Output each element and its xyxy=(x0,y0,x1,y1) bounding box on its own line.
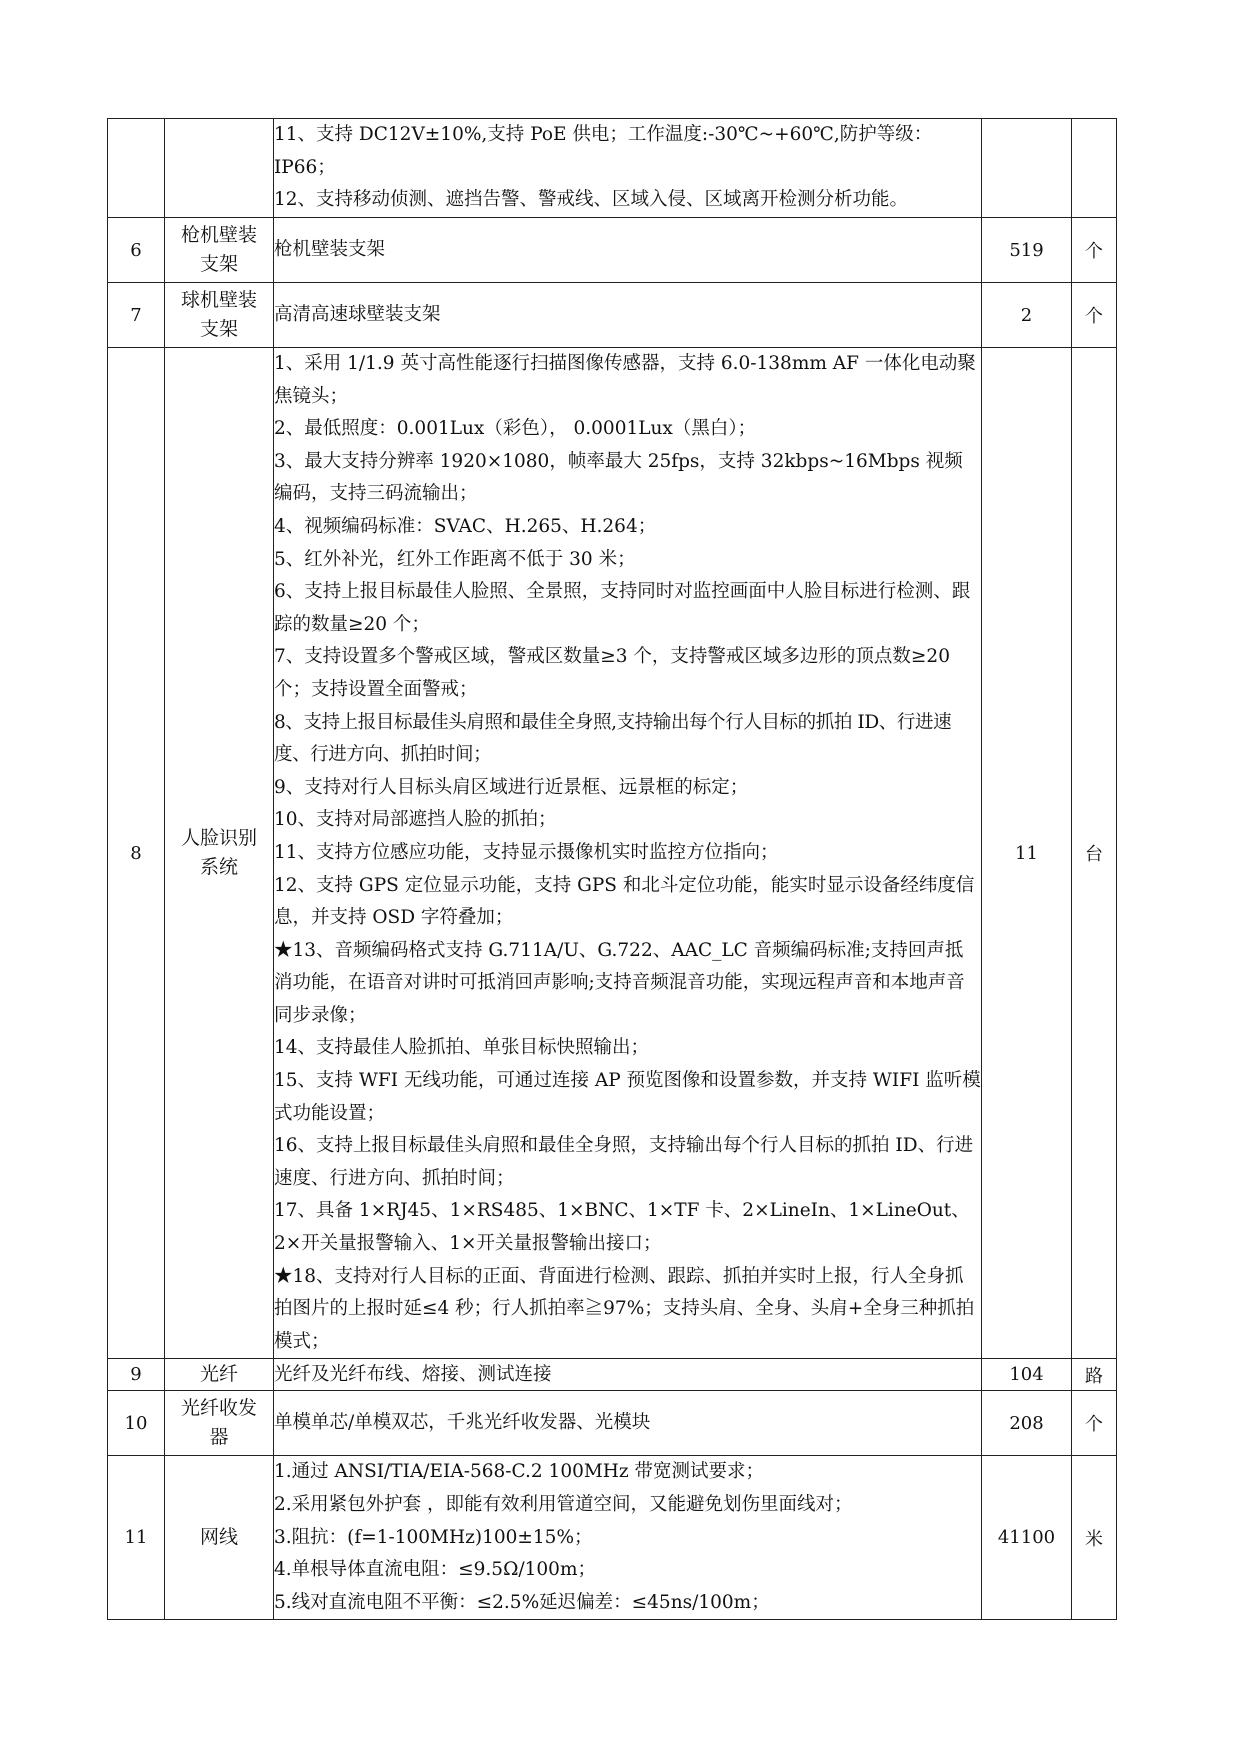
table-row xyxy=(108,283,1117,348)
description-line: 1、采用 1/1.9 英寸高性能逐行扫描图像传感器，支持 6.0-138mm AF 一体化电动聚焦镜头； xyxy=(274,353,976,407)
item-name xyxy=(165,1456,274,1620)
item-name-line: 光纤 xyxy=(199,1363,238,1386)
item-unit xyxy=(1072,119,1117,218)
table-row xyxy=(108,1391,1117,1456)
item-quantity: 41100 xyxy=(982,1456,1072,1620)
description-line: 9、支持对行人目标头肩区域进行近景框、远景框的标定； xyxy=(274,776,749,798)
description-line: 11、支持 DC12V±10%,支持 PoE 供电；工作温度:-30℃~+60℃,防护等级：IP66； xyxy=(274,124,933,178)
item-description xyxy=(274,348,982,1359)
item-quantity xyxy=(982,119,1072,218)
item-name xyxy=(165,348,274,1359)
description-line: 5、红外补光，红外工作距离不低于 30 米； xyxy=(274,548,636,570)
description-line: 7、支持设置多个警戒区域，警戒区数量≥3 个，支持警戒区域多边形的顶点数≥20 个；支持设置全面警戒； xyxy=(274,646,950,700)
description-line: 8、支持上报目标最佳头肩照和最佳全身照,支持输出每个行人目标的抓拍 ID、行进速度、行进方向、抓拍时间； xyxy=(274,711,952,766)
item-name-line: 器 xyxy=(209,1426,229,1449)
item-quantity: 104 xyxy=(982,1359,1072,1391)
table-row xyxy=(108,348,1117,1359)
item-unit: 台 xyxy=(1072,348,1117,1359)
table-row xyxy=(108,218,1117,283)
description-line: 5.线对直流电阻不平衡：≤2.5%延迟偏差：≤45ns/100m； xyxy=(274,1591,770,1613)
item-name xyxy=(165,218,274,283)
item-quantity: 519 xyxy=(982,218,1072,283)
description-line: 14、支持最佳人脸抓拍、单张目标快照输出； xyxy=(274,1037,650,1059)
item-name xyxy=(165,1359,274,1391)
description-line: 光纤及光纤布线、熔接、测试连接 xyxy=(274,1363,552,1385)
item-name xyxy=(165,119,274,218)
row-number: 7 xyxy=(108,283,165,348)
row-number: 8 xyxy=(108,348,165,1359)
description-line: 3、最大支持分辨率 1920×1080，帧率最大 25fps，支持 32kbps~16Mbps 视频编码，支持三码流输出； xyxy=(274,450,963,505)
item-name-line: 光纤收发 xyxy=(180,1397,257,1420)
table-row xyxy=(108,119,1117,218)
item-description xyxy=(274,1391,982,1456)
table-row xyxy=(108,1359,1117,1391)
row-number: 10 xyxy=(108,1391,165,1456)
table-row xyxy=(108,1456,1117,1620)
item-name-line: 支架 xyxy=(199,318,238,340)
item-quantity: 11 xyxy=(982,348,1072,1359)
item-name-line: 支架 xyxy=(199,253,238,275)
item-name-line: 系统 xyxy=(199,856,238,879)
item-unit: 个 xyxy=(1072,218,1117,283)
description-line: 2、最低照度：0.001Lux（彩色）， 0.0001Lux（黑白）； xyxy=(274,418,757,440)
description-line: 12、支持移动侦测、遮挡告警、警戒线、区域入侵、区域离开检测分析功能。 xyxy=(274,189,909,211)
description-line: 单模单芯/单模双芯，千兆光纤收发器、光模块 xyxy=(274,1412,651,1434)
description-line: 16、支持上报目标最佳头肩照和最佳全身照，支持输出每个行人目标的抓拍 ID、行进速度、行进方向、抓拍时间； xyxy=(274,1135,974,1189)
item-unit: 个 xyxy=(1072,283,1117,348)
item-unit: 个 xyxy=(1072,1391,1117,1456)
item-description xyxy=(274,218,982,283)
row-number: 9 xyxy=(108,1359,165,1391)
item-name-line: 人脸识别 xyxy=(180,827,257,850)
description-line: 4、视频编码标准：SVAC、H.265、H.264； xyxy=(274,515,657,537)
spec-table xyxy=(107,118,1117,1620)
description-line: 2.采用紧包外护套 ，即能有效利用管道空间，又能避免划伤里面线对； xyxy=(274,1494,853,1515)
description-line: 4.单根导体直流电阻：≤9.5Ω/100m； xyxy=(274,1559,596,1581)
spec-table-body xyxy=(108,119,1117,1620)
description-line: 枪机壁装支架 xyxy=(274,239,386,260)
item-description xyxy=(274,1456,982,1620)
item-name-line: 枪机壁装 xyxy=(180,224,257,246)
item-description xyxy=(274,119,982,218)
item-description xyxy=(274,1359,982,1391)
description-line: 3.阻抗：(f=1-100MHz)100±15%； xyxy=(274,1526,593,1548)
item-unit: 米 xyxy=(1072,1456,1117,1620)
item-unit: 路 xyxy=(1072,1359,1117,1391)
item-name-line: 球机壁装 xyxy=(180,289,257,311)
description-line: ★18、支持对行人目标的正面、背面进行检测、跟踪、抓拍并实时上报，行人全身抓拍图片的上报时延≤4 秒；行人抓拍率≧97%；支持头肩、全身、头肩+全身三种抓拍模式； xyxy=(274,1265,975,1352)
description-line: 11、支持方位感应功能，支持显示摄像机实时监控方位指向； xyxy=(274,841,779,863)
description-line: 高清高速球壁装支架 xyxy=(274,304,441,325)
description-line: 17、具备 1×RJ45、1×RS485、1×BNC、1×TF 卡、2×LineIn、1×LineOut、2×开关量报警输入、1×开关量报警输出接口； xyxy=(274,1200,970,1255)
item-name-line: 网线 xyxy=(199,1526,238,1549)
row-number xyxy=(108,119,165,218)
description-line: 15、支持 WFI 无线功能，可通过连接 AP 预览图像和设置参数，并支持 WIFI 监听模式功能设置； xyxy=(274,1070,981,1124)
row-number: 6 xyxy=(108,218,165,283)
description-line: 1.通过 ANSI/TIA/EIA-568-C.2 100MHz 带宽测试要求； xyxy=(274,1461,765,1483)
item-description xyxy=(274,283,982,348)
row-number: 11 xyxy=(108,1456,165,1620)
item-name xyxy=(165,1391,274,1456)
item-quantity: 208 xyxy=(982,1391,1072,1456)
description-line: 6、支持上报目标最佳人脸照、全景照，支持同时对监控画面中人脸目标进行检测、跟踪的数量≥20 个； xyxy=(274,581,971,635)
description-line: 12、支持 GPS 定位显示功能，支持 GPS 和北斗定位功能，能实时显示设备经纬度信息，并支持 OSD 字符叠加； xyxy=(274,874,975,929)
item-quantity: 2 xyxy=(982,283,1072,348)
description-line: ★13、音频编码格式支持 G.711A/U、G.722、AAC_LC 音频编码标准;支持回声抵消功能，在语音对讲时可抵消回声影响;支持音频混音功能，实现远程声音和本地声音同步录像； xyxy=(274,939,965,1026)
item-name xyxy=(165,283,274,348)
description-line: 10、支持对局部遮挡人脸的抓拍； xyxy=(274,809,557,831)
